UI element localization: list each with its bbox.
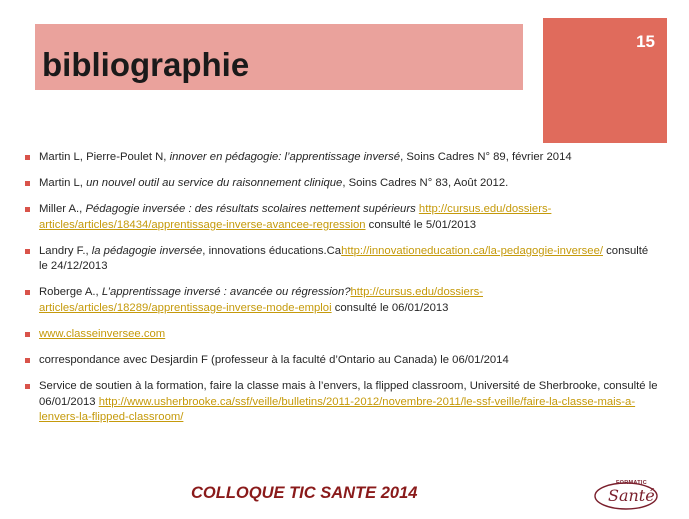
reference-source: , innovations éducations.Ca: [202, 244, 342, 257]
reference-title: L’apprentissage inversé : avancée ou régression?: [101, 286, 351, 299]
reference-authors: Miller A.,: [39, 203, 86, 216]
reference-authors: Roberge A.,: [39, 286, 102, 299]
page-number-box: [543, 18, 667, 143]
reference-title: la pédagogie inversée: [91, 244, 203, 257]
formatic-sante-logo: [592, 476, 662, 514]
footer-title: COLLOQUE TIC SANTE 2014: [191, 484, 418, 502]
reference-text: Service de soutien à la formation, faire la classe mais à l’envers, la flipped classroom, Université de Sherbrooke, consulté le 06/01/2013: [39, 380, 658, 408]
reference-title: Pédagogie inversée : des résultats scolaires nettement supérieurs: [85, 203, 416, 216]
reference-link[interactable]: www.classeinversee.com: [39, 328, 166, 341]
reference-authors: Martin L,: [39, 177, 87, 190]
reference-item: [20, 244, 660, 275]
logo-top-text: FORMATIC: [616, 480, 648, 486]
reference-consulted: consulté le 24/12/2013: [39, 244, 649, 273]
bibliography-list: [20, 150, 660, 437]
reference-item: [20, 202, 660, 233]
reference-item: [20, 150, 660, 166]
reference-link[interactable]: http://cursus.edu/dossiers-articles/articles/18289/apprentissage-inverse-mode-emploi: [39, 286, 484, 315]
logo-main-text: Santé: [608, 486, 655, 505]
reference-item: [20, 285, 660, 316]
reference-consulted: consulté le 06/01/2013: [331, 302, 449, 315]
page-number: 15: [636, 32, 655, 51]
reference-title: un nouvel outil au service du raisonnement clinique: [86, 177, 343, 190]
reference-consulted: consulté le 5/01/2013: [365, 218, 477, 231]
reference-source: , Soins Cadres N° 83, Août 2012.: [342, 177, 509, 190]
reference-link[interactable]: http://cursus.edu/dossiers-articles/articles/18434/apprentissage-inverse-avancee-regression: [39, 203, 552, 231]
reference-source: , Soins Cadres N° 89, février 2014: [400, 151, 572, 163]
reference-item: [20, 353, 660, 369]
reference-link[interactable]: http://www.usherbrooke.ca/ssf/veille/bulletins/2011-2012/novembre-2011/le-ssf-veille/faire-la-classe-mais-a-lenvers-la-flipped-classroom/: [39, 395, 636, 424]
reference-authors: Landry F.,: [39, 244, 92, 257]
reference-item: [20, 176, 660, 192]
reference-link[interactable]: http://innovationeducation.ca/la-pedagogie-inversee/: [341, 244, 603, 257]
reference-title: innover en pédagogie: l’apprentissage inversé: [169, 151, 401, 163]
reference-authors: Martin L, Pierre-Poulet N,: [39, 151, 170, 163]
slide-title: bibliographie: [42, 46, 250, 83]
reference-text: correspondance avec Desjardin F (professeur à la faculté d’Ontario au Canada) le 06/01/2014: [39, 354, 509, 367]
reference-item: [20, 327, 660, 343]
reference-item: [20, 379, 660, 426]
